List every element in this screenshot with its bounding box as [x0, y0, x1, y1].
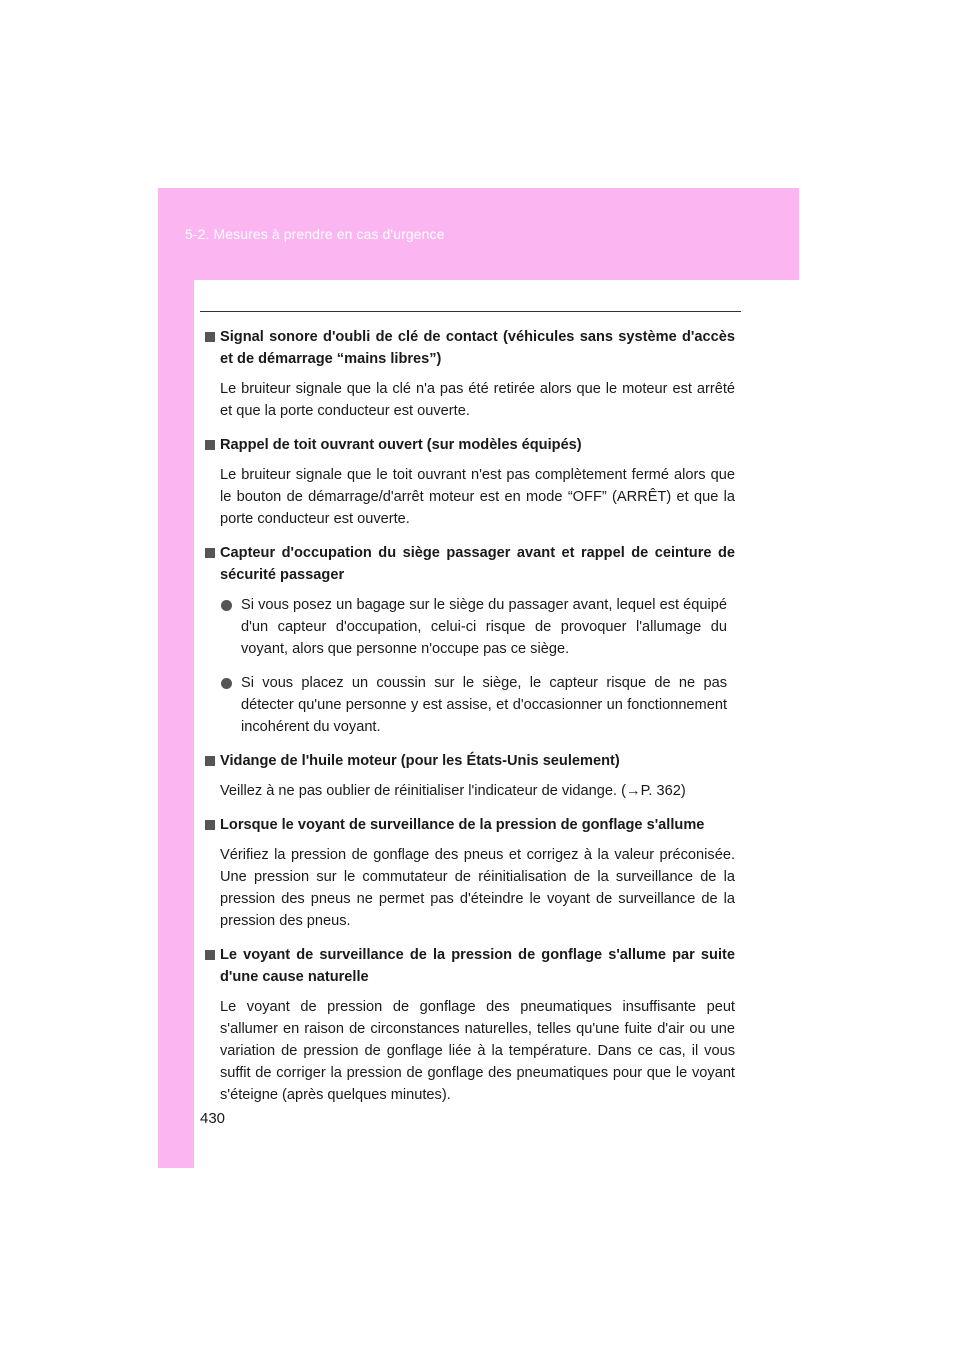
square-bullet-icon — [205, 440, 215, 450]
list-item-text: Si vous placez un coussin sur le siège, le capteur risque de ne pas détecter qu'une personne y est assise, et d'occasionner un fonctionnement incohérent du voyant. — [241, 675, 727, 735]
square-bullet-icon — [205, 548, 215, 558]
section-title: Le voyant de surveillance de la pression de gonflage s'allume par suite d'une cause naturelle — [220, 947, 735, 985]
round-bullet-icon — [221, 678, 232, 689]
list-item-text: Si vous posez un bagage sur le siège du passager avant, lequel est équipé d'un capteur d'occupation, celui-ci risque de provoquer l'allumage du voyant, alors que personne n'occupe pas ce siège. — [241, 597, 727, 657]
top-divider — [200, 311, 741, 312]
list-item — [205, 594, 727, 660]
square-bullet-icon — [205, 950, 215, 960]
square-bullet-icon — [205, 332, 215, 342]
section-title: Capteur d'occupation du siège passager avant et rappel de ceinture de sécurité passager — [220, 545, 735, 583]
section-header-band — [158, 188, 799, 280]
list-item — [205, 672, 727, 738]
section-header-title: 5-2. Mesures à prendre en cas d'urgence — [185, 226, 445, 242]
section-moonroof-reminder — [205, 434, 735, 530]
section-paragraph: Veillez à ne pas oublier de réinitialiser l'indicateur de vidange. (→P. 362) — [220, 783, 686, 799]
section-paragraph: Le bruiteur signale que le toit ouvrant n'est pas complètement fermé alors que le bouton de démarrage/d'arrêt moteur est en mode “OFF” (ARRÊT) et que la porte conducteur est ouverte. — [220, 467, 735, 527]
section-paragraph: Le bruiteur signale que la clé n'a pas été retirée alors que le moteur est arrêté et que la porte conducteur est ouverte. — [220, 381, 735, 419]
section-title: Signal sonore d'oubli de clé de contact (véhicules sans système d'accès et de démarrage “mains libres”) — [220, 329, 735, 367]
section-tire-pressure-natural — [205, 944, 735, 1106]
square-bullet-icon — [205, 820, 215, 830]
section-paragraph: Le voyant de pression de gonflage des pneumatiques insuffisante peut s'allumer en raison de circonstances naturelles, telles qu'une fuite d'air ou une variation de pression de gonflage liée à la température. Dans ce cas, il vous suffit de corriger la pression de gonflage des pneumatiques pour que le voyant s'éteigne (après quelques minutes). — [220, 999, 735, 1103]
section-title: Vidange de l'huile moteur (pour les États-Unis seulement) — [220, 753, 620, 769]
page-number: 430 — [200, 1110, 226, 1127]
section-oil-change — [205, 750, 735, 802]
square-bullet-icon — [205, 756, 215, 766]
section-occupant-sensor — [205, 542, 735, 738]
round-bullet-icon — [221, 600, 232, 611]
content-area — [205, 326, 735, 1118]
section-key-reminder — [205, 326, 735, 422]
section-paragraph: Vérifiez la pression de gonflage des pneus et corrigez à la valeur préconisée. Une pression sur le commutateur de réinitialisation de la surveillance de la pression des pneus ne permet pas d'éteindre le voyant de surveillance de la pression des pneus. — [220, 847, 735, 929]
side-accent-strip — [158, 280, 194, 1168]
section-title: Rappel de toit ouvrant ouvert (sur modèles équipés) — [220, 437, 582, 453]
section-tire-pressure-warning — [205, 814, 735, 932]
section-title: Lorsque le voyant de surveillance de la pression de gonflage s'allume — [220, 817, 705, 833]
